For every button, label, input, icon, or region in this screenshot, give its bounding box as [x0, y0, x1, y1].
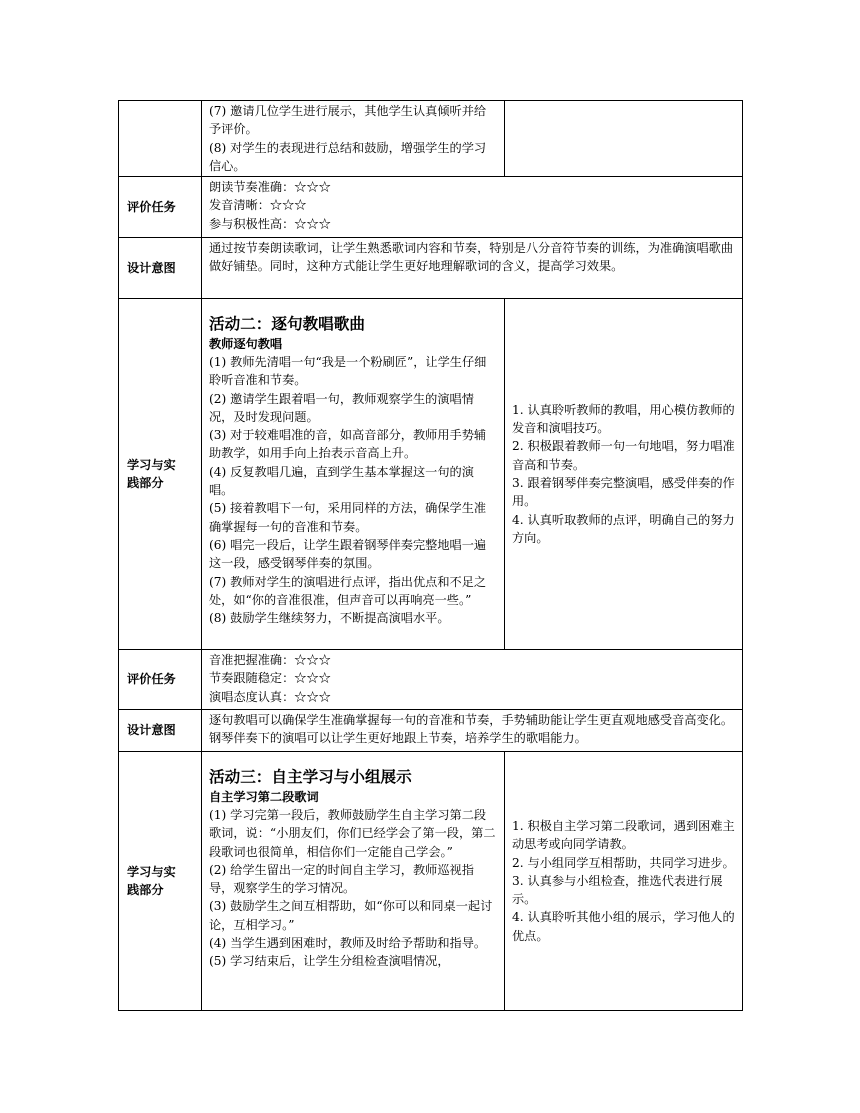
list-item: (8) 对学生的表现进行总结和鼓励，增强学生的学习信心。	[209, 140, 487, 173]
continuation-student-cell	[505, 101, 743, 177]
row-label: 设计意图	[119, 710, 202, 752]
row-label: 设计意图	[119, 238, 202, 299]
student-activity-cell	[505, 299, 743, 650]
continuation-row	[119, 101, 743, 177]
list-item: (6) 唱完一段后，让学生跟着钢琴伴奏完整地唱一遍这一段，感受钢琴伴奏的氛围。	[209, 537, 487, 571]
list-item: (3) 对于较难唱准的音，如高音部分，教师用手势辅助教学，如用手向上抬表示音高上升。	[209, 428, 487, 461]
list-item: (5) 接着教唱下一句，采用同样的方法，确保学生准确掌握每一句的音准和节奏。	[209, 501, 487, 534]
list-item: (4) 当学生遇到困难时，教师及时给予帮助和指导。	[209, 936, 487, 951]
student-activity-cell	[505, 752, 743, 1011]
rating-item: 演唱态度认真：☆☆☆	[209, 689, 331, 704]
list-item: (8) 鼓励学生继续努力，不断提高演唱水平。	[209, 611, 450, 626]
row-label: 评价任务	[119, 650, 202, 710]
rating-item: 朗读节奏准确：☆☆☆	[209, 180, 331, 194]
list-item: (1) 学习完第一段后，教师鼓励学生自主学习第二段歌词，说：“小朋友们，你们已经学会了第一段，第二段歌词也很简单，相信你们一定能自己学会。”	[209, 808, 496, 859]
list-item: 3. 认真参与小组检查，推选代表进行展示。	[512, 873, 723, 907]
row-label: 评价任务	[119, 177, 202, 238]
teacher-activity-cell	[202, 752, 505, 1011]
practice-row	[119, 299, 743, 650]
design-intent-cell	[202, 710, 743, 752]
list-item: 4. 认真聆听其他小组的展示，学习他人的优点。	[512, 910, 735, 943]
list-item: 2. 积极跟着教师一句一句地唱，努力唱准音高和节奏。	[512, 439, 735, 472]
practice-row	[119, 752, 743, 1011]
list-item: (7) 邀请几位学生进行展示，其他学生认真倾听并给予评价。	[209, 104, 487, 137]
design-intent-text: 逐句教唱可以确保学生准确掌握每一句的音准和节奏，手势辅助能让学生更直观地感受音高变化。钢琴伴奏下的演唱可以让学生更好地跟上节奏，培养学生的歌唱能力。	[209, 713, 734, 746]
rating-item: 发音清晰：☆☆☆	[209, 198, 307, 213]
list-item: (4) 反复教唱几遍，直到学生基本掌握这一句的演唱。	[209, 464, 474, 498]
activity-title: 活动三：自主学习与小组展示	[209, 768, 412, 786]
list-item: (1) 教师先清唱一句“我是一个粉刷匠”，让学生仔细聆听音准和节奏。	[209, 355, 487, 388]
evaluation-row	[119, 177, 743, 238]
activity-title: 活动二：逐句教唱歌曲	[209, 315, 365, 333]
lesson-plan-table	[118, 100, 743, 1011]
list-item: 1. 积极自主学习第二段歌词，遇到困难主动思考或向同学请教。	[512, 818, 735, 852]
activity-subtitle: 自主学习第二段歌词	[209, 790, 319, 804]
rating-item: 参与积极性高：☆☆☆	[209, 216, 331, 231]
design-intent-text: 通过按节奏朗读歌词，让学生熟悉歌词内容和节奏，特别是八分音符节奏的训练，为准确演唱歌曲做好铺垫。同时，这种方式能让学生更好地理解歌词的含义，提高学习效果。	[209, 241, 734, 274]
list-item: 2. 与小组同学互相帮助，共同学习进步。	[512, 855, 735, 870]
list-item: (2) 给学生留出一定的时间自主学习，教师巡视指导，观察学生的学习情况。	[209, 862, 474, 896]
design-intent-row	[119, 238, 743, 299]
rating-item: 节奏跟随稳定：☆☆☆	[209, 671, 331, 686]
evaluation-cell	[202, 177, 743, 238]
design-intent-cell	[202, 238, 743, 299]
list-item: 3. 跟着钢琴伴奏完整演唱，感受伴奏的作用。	[512, 476, 735, 509]
continuation-teacher-cell	[202, 101, 505, 177]
list-item: 4. 认真听取教师的点评，明确自己的努力方向。	[512, 512, 735, 545]
list-item: (2) 邀请学生跟着唱一句，教师观察学生的演唱情况，及时发现问题。	[209, 391, 474, 424]
list-item: (5) 学习结束后，让学生分组检查演唱情况，	[209, 954, 450, 969]
row-label: 学习与实 践部分	[119, 299, 202, 650]
evaluation-row	[119, 650, 743, 710]
row-label: 学习与实 践部分	[119, 752, 202, 1011]
list-item: (3) 鼓励学生之间互相帮助，如“你可以和同桌一起讨论，互相学习。”	[209, 899, 493, 932]
continuation-label-cell	[119, 101, 202, 177]
design-intent-row	[119, 710, 743, 752]
evaluation-cell	[202, 650, 743, 710]
list-item: 1. 认真聆听教师的教唱，用心模仿教师的发音和演唱技巧。	[512, 402, 735, 436]
activity-subtitle: 教师逐句教唱	[209, 337, 283, 351]
teacher-activity-cell	[202, 299, 505, 650]
list-item: (7) 教师对学生的演唱进行点评，指出优点和不足之处，如“你的音准很准，但声音可以再响亮一些。”	[209, 574, 487, 607]
rating-item: 音准把握准确：☆☆☆	[209, 653, 331, 667]
